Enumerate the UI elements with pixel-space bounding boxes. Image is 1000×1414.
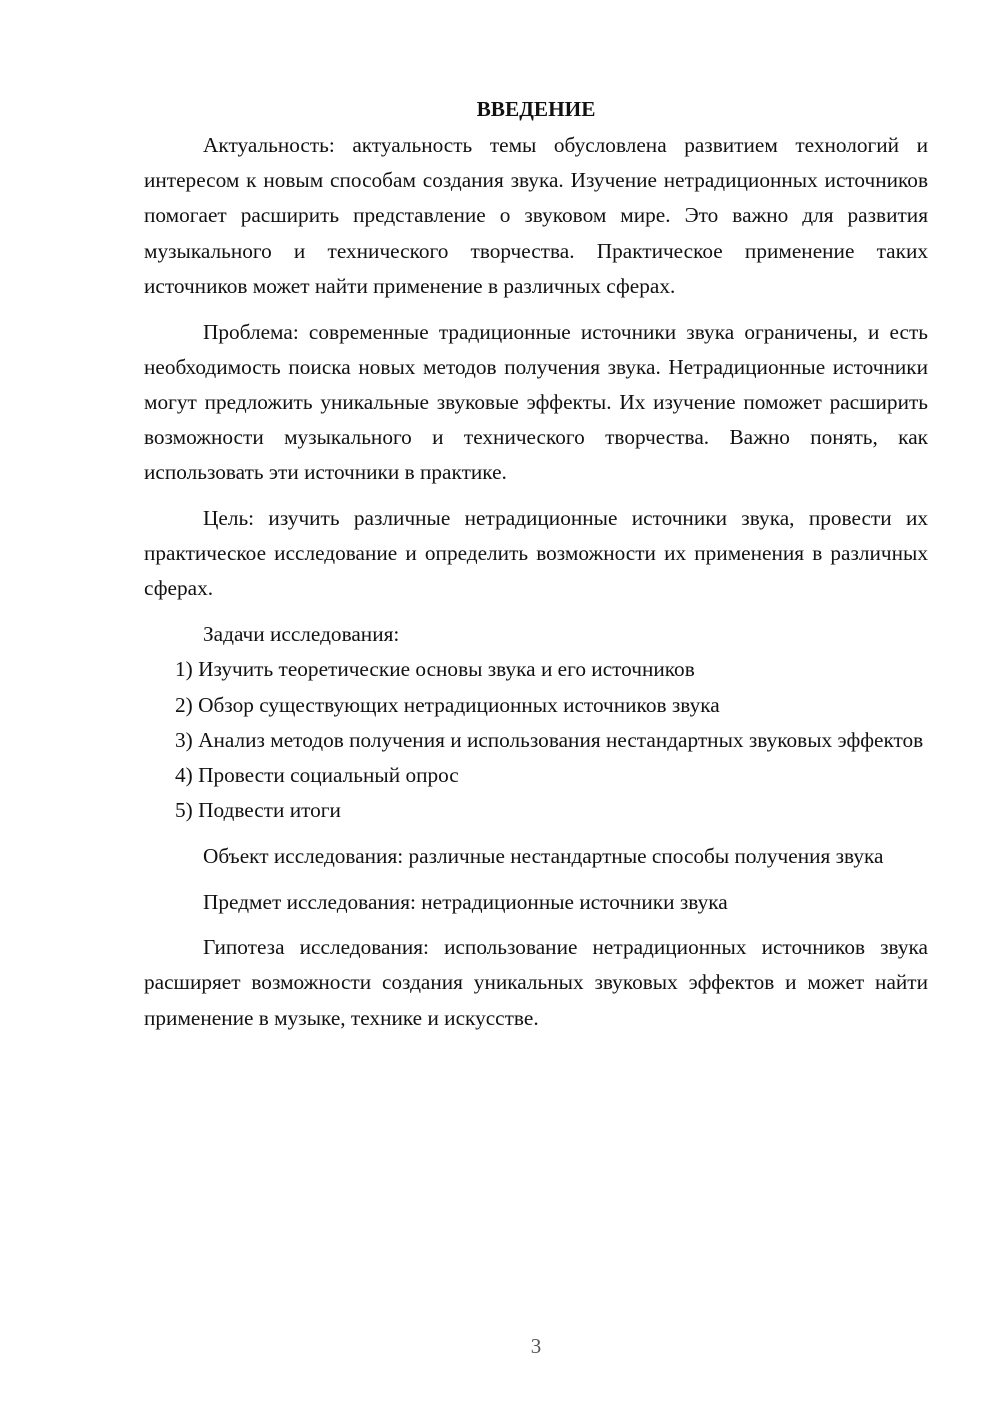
page-content <box>144 92 928 1036</box>
task-item-2: 2) Обзор существующих нетрадиционных источников звука <box>175 692 720 717</box>
task-item-1: 1) Изучить теоретические основы звука и его источников <box>175 657 695 682</box>
tasks-heading: Задачи исследования: <box>203 622 400 647</box>
task-item-4: 4) Провести социальный опрос <box>175 762 459 787</box>
paragraph-relevance: Актуальность: актуальность темы обусловлена развитием технологий и интересом к новым способам создания звука. Изучение нетрадиционных источников помогает расширить представление о звуковом мире. Это важно для развития музыкального и технического творчества. Практическое применение таких источников может найти применение в различных сферах. <box>144 133 928 298</box>
paragraph-hypothesis: Гипотеза исследования: использование нетрадиционных источников звука расширяет возможности создания уникальных звуковых эффектов и может найти применение в музыке, технике и искусстве. <box>144 935 928 1030</box>
task-item-5: 5) Подвести итоги <box>175 798 341 823</box>
paragraph-subject: Предмет исследования: нетрадиционные источники звука <box>203 889 728 914</box>
paragraph-problem: Проблема: современные традиционные источники звука ограничены, и есть необходимость поиска новых методов получения звука. Нетрадиционные источники могут предложить уникальные звуковые эффекты. Их изучение поможет расширить возможности музыкального и технического творчества. Важно понять, как использовать эти источники в практике. <box>144 319 928 485</box>
paragraph-object: Объект исследования: различные нестандартные способы получения звука <box>203 843 884 868</box>
task-item-3: 3) Анализ методов получения и использования нестандартных звуковых эффектов <box>175 727 924 752</box>
page-number: 3 <box>530 1334 542 1358</box>
paragraph-goal: Цель: изучить различные нетрадиционные источники звука, провести их практическое исследование и определить возможности их применения в различных сферах. <box>144 506 928 601</box>
section-title: ВВЕДЕНИЕ <box>476 97 596 121</box>
